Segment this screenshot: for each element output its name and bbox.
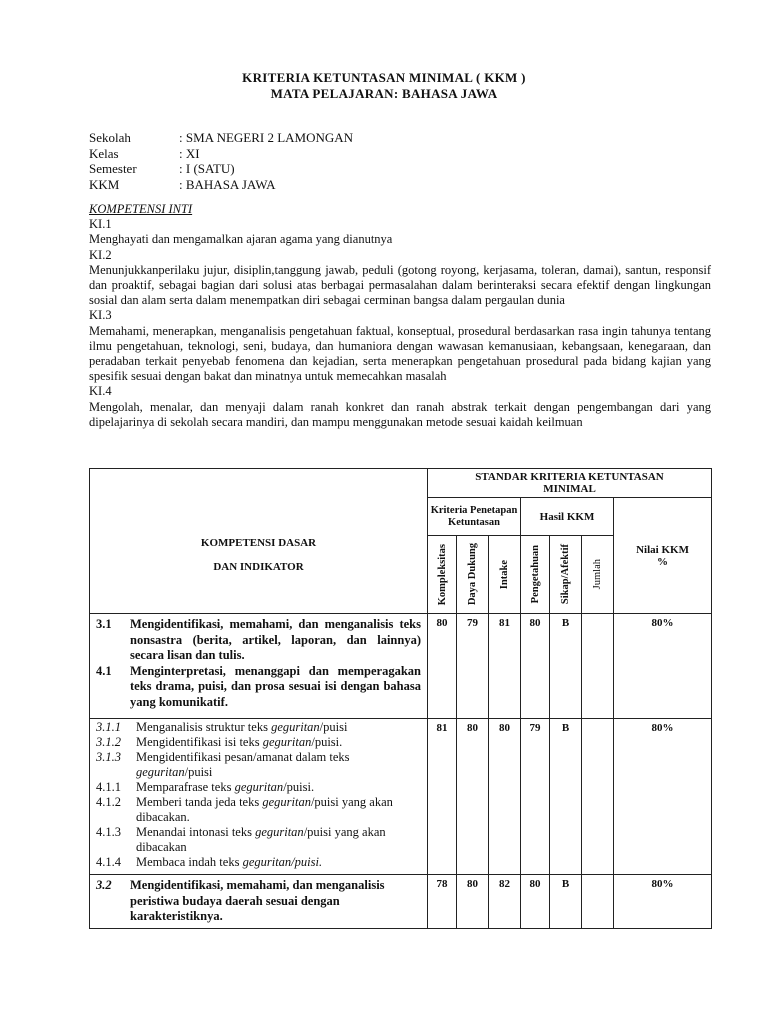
ki-code: KI.4 <box>89 384 112 399</box>
table-row: 3.1 Mengidentifikasi, memahami, dan menganalisis teks nonsastra (berita, artikel, laporan, dan lainnya) secara lisan dan tulis. 4.1 Menginterpretasi, menanggapi dan memperagakan teks drama, puisi, dan prosa sesuai isi dengan bahasa yang komunikatif. 80 79 81 80 B 80% <box>90 614 712 719</box>
table-row: 3.2 Mengidentifikasi, memahami, dan menganalisis peristiwa budaya daerah sesuai dengan karakteristiknya. 78 80 82 80 B 80% <box>90 875 712 929</box>
ki-code: KI.1 <box>89 217 112 232</box>
daya-dukung-header: Daya Dukung <box>457 536 489 614</box>
standar-header: STANDAR KRITERIA KETUNTASAN MINIMAL <box>428 469 712 498</box>
indicator-cell: 3.1.1 Menganalisis struktur teks geguritan/puisi 3.1.2 Mengidentifikasi isi teks geguritan/puisi. 3.1.3 Mengidentifikasi pesan/amanat dalam teks geguritan/puisi 4.1.1 Memparafrase teks geguritan/puisi. 4.1.2 Memberi tanda jeda teks geguritan/puisi yang akan dibacakan. 4.1.3 Menandai intonasi teks geguritan/puisi yang akan dibacakan 4.1.4 Membaca indah teks geguritan/puisi. <box>90 719 428 875</box>
ki-text: Memahami, menerapkan, menganalisis pengetahuan faktual, konseptual, prosedural berdasarkan rasa ingin tahunya tentang ilmu pengetahuan, teknologi, seni, budaya, dan humaniora dengan wawasan kemanusiaan, kebangsaan, kenegaraan, dan peradaban terkait penyebab fenomena dan kejadian, serta menerapkan pengetahuan prosedural pada bidang kajian yang spesifik sesuai dengan bakat dan minatnya untuk memecahkan masalah <box>89 323 711 384</box>
ki-code: KI.2 <box>89 247 112 262</box>
sikap-header: Sikap/Afektif <box>550 536 582 614</box>
ki-code: KI.3 <box>89 308 112 323</box>
ki-heading: KOMPETENSI INTI <box>89 202 193 216</box>
ki-text: Menunjukkanperilaku jujur, disiplin,tanggung jawab, peduli (gotong royong, kerjasama, toleran, damai), santun, responsif dan proaktif, sebagai bagian dari solusi atas berbagai permasalahan dalam berinteraksi secara efektif dengan lingkungan sosial dan alam serta dalam menempatkan diri sebagai cerminan bangsa dalam pergaulan dunia <box>89 262 711 308</box>
hasil-header: Hasil KKM <box>521 498 614 536</box>
document-page: KRITERIA KETUNTASAN MINIMAL ( KKM ) MATA PELAJARAN: BAHASA JAWA Sekolah : SMA NEGERI 2 LAMONGAN Kelas : XI Semester : I (SATU) KKM : BAHASA JAWA KOMPETENSI INTI KI.1 Menghayati dan mengamalkan ajaran agama yang dianutnya KI.2 Menunjukkanperilaku jujur, disiplin,tanggung jawab, peduli (gotong royong, kerjasama, toleran, damai), santun, responsif dan proaktif, sebagai bagian dari solusi atas berbagai permasalahan dalam berinteraksi secara efektif dengan lingkungan sosial dan alam serta dalam menempatkan diri sebagai cerminan bangsa dalam pergaulan dunia KI.3 Memahami, menerapkan, menganalisis pengetahuan faktual, konseptual, prosedural berdasarkan rasa ingin tahunya tentang ilmu pengetahuan, teknologi, seni, budaya, dan humaniora dengan wawasan kemanusiaan, kebangsaan, kenegaraan, dan peradaban terkait penyebab fenomena dan kejadian, serta menerapkan pengetahuan prosedural pada bidang kajian yang spesifik sesuai dengan bakat dan minatnya untuk memecahkan masalah KI.4 Mengolah, menalar, dan menyaji dalam ranah konkret dan ranah abstrak terkait dengan pengembangan dari yang dipelajarinya di sekolah secara mandiri, dan mampu menggunakan metode sesuai kaidah keilmuan KOMPETENSI DASAR DAN INDIKATOR STANDAR KRITERIA KETUNTASAN MINIMAL Kriteria Penetapan Ketuntasan Hasil KKM Nilai KKM % Kompleksitas Daya Dukung Intake Pengetahuan Sikap/Afektif Jumlah 3.1 Mengidentifikasi, memahami, dan menganalisis teks nonsastra (berita, artikel, laporan, dan lainnya) secara lisan dan tulis. 4.1 Menginterpretasi, menanggapi dan memperagakan teks drama, puisi, dan prosa sesuai isi dengan bahasa yang komunikatif. 80 79 81 80 B 80% 3.1.1 Menganalisis struktur teks geguritan/puisi 3.1.2 Mengidentifikasi isi teks geguritan/puisi. 3.1.3 Mengidentifikasi pesan/amanat dalam teks geguritan/puisi 4.1.1 Memparafrase teks geguritan/puisi. 4.1.2 Memberi tanda jeda teks geguritan/puisi yang akan dibacakan. 4.1.3 Menandai intonasi teks geguritan/puisi yang akan dibacakan 4.1.4 Membaca indah teks geguritan/puisi. 81 80 80 79 B 80% 3.2 Mengidentifikasi, memahami, dan menganalisis peristiwa budaya daerah sesuai dengan karakteristiknya. 78 80 82 80 B 80% <box>0 0 768 1024</box>
kd-header: KOMPETENSI DASAR DAN INDIKATOR <box>90 469 428 614</box>
kd-cell: 3.1 Mengidentifikasi, memahami, dan menganalisis teks nonsastra (berita, artikel, laporan, dan lainnya) secara lisan dan tulis. 4.1 Menginterpretasi, menanggapi dan memperagakan teks drama, puisi, dan prosa sesuai isi dengan bahasa yang komunikatif. <box>90 614 428 719</box>
nilai-header: Nilai KKM % <box>614 498 712 614</box>
intake-header: Intake <box>489 536 521 614</box>
pengetahuan-header: Pengetahuan <box>521 536 550 614</box>
ki-text: Menghayati dan mengamalkan ajaran agama yang dianutnya <box>89 232 393 247</box>
kd-cell: 3.2 Mengidentifikasi, memahami, dan menganalisis peristiwa budaya daerah sesuai dengan karakteristiknya. <box>90 875 428 929</box>
kriteria-header: Kriteria Penetapan Ketuntasan <box>428 498 521 536</box>
kompleksitas-header: Kompleksitas <box>428 536 457 614</box>
jumlah-header: Jumlah <box>582 536 614 614</box>
doc-subtitle: MATA PELAJARAN: BAHASA JAWA <box>270 86 498 101</box>
kkm-table <box>89 468 712 929</box>
kompetensi-inti <box>89 202 711 430</box>
ki-text: Mengolah, menalar, dan menyaji dalam ranah konkret dan ranah abstrak terkait dengan pengembangan dari yang dipelajarinya di sekolah secara mandiri, dan mampu menggunakan metode sesuai kaidah keilmuan <box>89 399 711 429</box>
table-row: 3.1.1 Menganalisis struktur teks geguritan/puisi 3.1.2 Mengidentifikasi isi teks geguritan/puisi. 3.1.3 Mengidentifikasi pesan/amanat dalam teks geguritan/puisi 4.1.1 Memparafrase teks geguritan/puisi. 4.1.2 Memberi tanda jeda teks geguritan/puisi yang akan dibacakan. 4.1.3 Menandai intonasi teks geguritan/puisi yang akan dibacakan 4.1.4 Membaca indah teks geguritan/puisi. 81 80 80 79 B 80% <box>90 719 712 875</box>
doc-title: KRITERIA KETUNTASAN MINIMAL ( KKM ) <box>242 70 526 85</box>
